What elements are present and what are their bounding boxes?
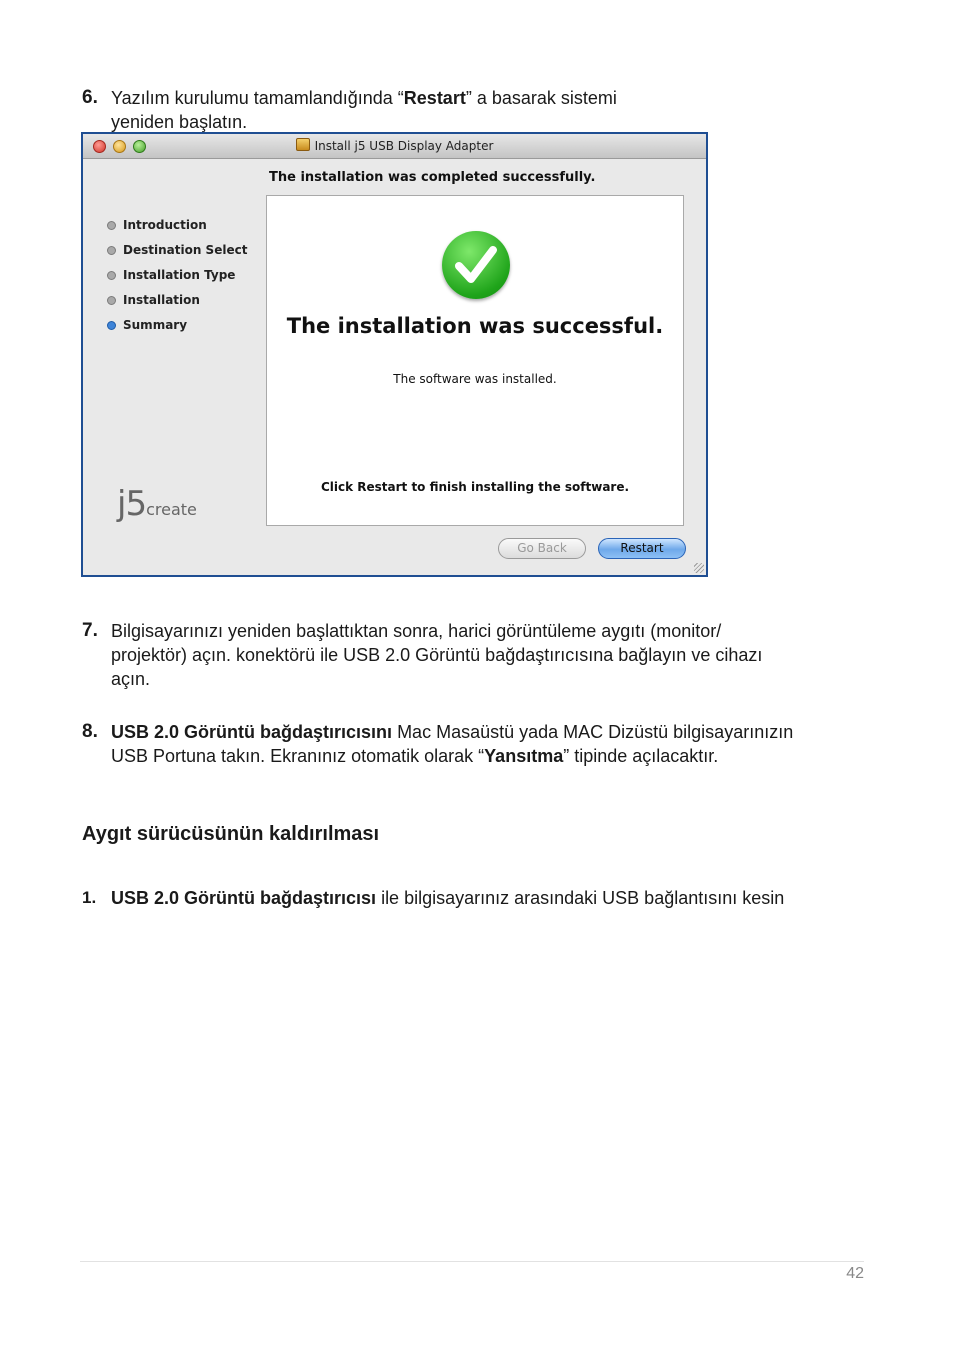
logo-create: create bbox=[146, 500, 197, 519]
success-checkmark-icon bbox=[442, 231, 510, 299]
sidebar-item-label: Introduction bbox=[123, 218, 207, 232]
step-text: Yazılım kurulumu tamamlandığında “ bbox=[111, 88, 404, 108]
sidebar-item-installation-type bbox=[107, 268, 247, 293]
step-dot-icon bbox=[107, 221, 116, 230]
sidebar-item-label: Destination Select bbox=[123, 243, 248, 257]
step-bold: USB 2.0 Görüntü bağdaştırıcısını bbox=[111, 722, 393, 742]
sidebar-item-label: Installation Type bbox=[123, 268, 236, 282]
step-text: Mac Masaüstü yada MAC Dizüstü bilgisayarınızın bbox=[392, 722, 794, 742]
step-bold: Yansıtma bbox=[484, 746, 564, 766]
step-8 bbox=[82, 720, 872, 768]
step-text: ” tipinde açılacaktır. bbox=[563, 746, 719, 766]
go-back-button[interactable]: Go Back bbox=[498, 538, 586, 559]
step-bold: Restart bbox=[403, 88, 466, 108]
installed-message: The software was installed. bbox=[393, 372, 557, 386]
sidebar-item-installation bbox=[107, 293, 247, 318]
installer-steps-sidebar bbox=[107, 218, 247, 343]
step-number: 8. bbox=[82, 721, 98, 742]
sidebar-item-label: Summary bbox=[123, 318, 188, 332]
content-panel bbox=[266, 195, 684, 526]
success-title: The installation was successful. bbox=[286, 314, 664, 338]
step-text: ” a basarak sistemi bbox=[465, 88, 617, 108]
step-dot-icon bbox=[107, 296, 116, 305]
step-number: 1. bbox=[82, 888, 97, 907]
step-number: 7. bbox=[82, 620, 98, 641]
step-dot-icon bbox=[107, 271, 116, 280]
step-bold: USB 2.0 Görüntü bağdaştırıcısı bbox=[111, 888, 377, 908]
j5create-logo bbox=[117, 484, 197, 524]
step-text: ile bilgisayarınız arasındaki USB bağlantısını kesin bbox=[376, 888, 785, 908]
restart-button[interactable]: Restart bbox=[598, 538, 686, 559]
installer-window bbox=[81, 132, 708, 577]
package-icon bbox=[296, 138, 310, 151]
installer-header: The installation was completed successfully. bbox=[269, 170, 596, 185]
step-dot-icon bbox=[107, 246, 116, 255]
restart-hint: Click Restart to finish installing the software. bbox=[320, 480, 630, 494]
uninstall-step-1 bbox=[82, 886, 872, 910]
step-6 bbox=[82, 86, 872, 134]
step-text: Bilgisayarınızı yeniden başlattıktan sonra, harici görüntüleme aygıtı (monitor/ bbox=[111, 621, 722, 641]
resize-grip-icon[interactable] bbox=[694, 563, 704, 573]
sidebar-item-label: Installation bbox=[123, 293, 200, 307]
sidebar-item-destination-select bbox=[107, 243, 247, 268]
step-number: 6. bbox=[82, 87, 98, 108]
logo-j5: j5 bbox=[117, 484, 147, 524]
window-title: Install j5 USB Display Adapter bbox=[314, 139, 494, 153]
step-7 bbox=[82, 619, 872, 691]
active-step-dot-icon bbox=[107, 321, 116, 330]
sidebar-item-summary bbox=[107, 318, 247, 343]
footer-divider bbox=[80, 1261, 864, 1262]
step-text: açın. bbox=[111, 669, 151, 689]
page-number: 42 bbox=[846, 1265, 864, 1282]
section-heading: Aygıt sürücüsünün kaldırılması bbox=[82, 823, 380, 845]
step-text: yeniden başlatın. bbox=[111, 112, 248, 132]
title-bar[interactable] bbox=[83, 134, 706, 159]
sidebar-item-introduction bbox=[107, 218, 247, 243]
step-text: projektör) açın. konektörü ile USB 2.0 Görüntü bağdaştırıcısına bağlayın ve cihazı bbox=[111, 645, 763, 665]
step-text: USB Portuna takın. Ekranınız otomatik olarak “ bbox=[111, 746, 485, 766]
